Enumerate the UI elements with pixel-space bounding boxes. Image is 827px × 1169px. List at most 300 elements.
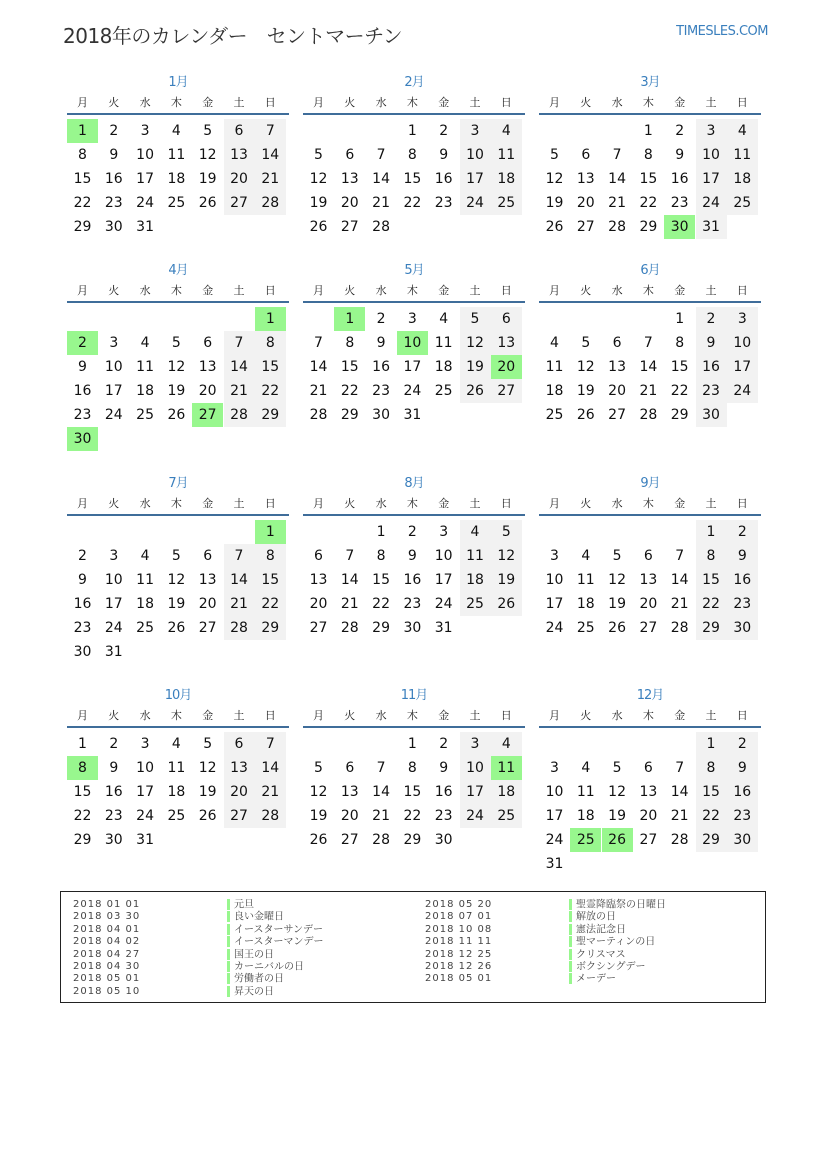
day-cell: 25: [136, 407, 154, 423]
site-logo[interactable]: TIMESLES.COM: [676, 24, 768, 39]
day-cell: 27: [224, 191, 255, 215]
day-cell: 6: [581, 147, 591, 163]
day-cell: 22: [255, 379, 286, 403]
day-cell: 31: [434, 620, 453, 636]
day-cell: 14: [372, 784, 390, 800]
day-cell: 28: [255, 191, 286, 215]
legend-holiday-name: [227, 949, 274, 962]
day-cell: 15: [403, 784, 422, 800]
day-cell: 7: [376, 147, 386, 163]
day-cell: 7: [255, 732, 286, 756]
day-cell: 3: [140, 123, 150, 139]
day-cell: 28: [224, 616, 255, 640]
day-cell: 6: [345, 147, 355, 163]
holiday-marker: [569, 936, 572, 947]
day-cell: 9: [675, 147, 685, 163]
holiday-legend: [60, 891, 766, 1003]
day-cell: 6: [612, 335, 622, 351]
weekday-label: 火: [580, 709, 592, 722]
day-cell: 20: [340, 195, 359, 211]
day-cell: 11: [460, 544, 491, 568]
page-title: 2018年のカレンダー セントマーチン: [63, 24, 403, 48]
day-cell: 15: [696, 780, 727, 804]
weekday-label: 木: [170, 284, 182, 297]
day-cell: 21: [255, 167, 286, 191]
weekday-label: 水: [611, 96, 623, 109]
day-cell: 26: [460, 379, 491, 403]
day-cell: 16: [696, 355, 727, 379]
weekday-header: [303, 494, 525, 516]
day-cell: 29: [372, 620, 390, 636]
day-cell: 9: [109, 147, 119, 163]
day-cell: 17: [727, 355, 758, 379]
legend-date: 2018 07 01: [425, 911, 493, 923]
weekday-label: 日: [500, 709, 512, 722]
weekday-label: 金: [674, 709, 686, 722]
day-cell: 18: [434, 359, 453, 375]
day-cell: 30: [73, 644, 92, 660]
day-cell: 30: [727, 828, 758, 852]
day-cell: 20: [198, 383, 217, 399]
day-cell: 6: [643, 760, 653, 776]
weekday-label: 火: [344, 96, 356, 109]
month-name: 7月: [168, 476, 188, 491]
day-cell: 4: [140, 548, 150, 564]
weekday-label: 日: [264, 497, 276, 510]
day-cell: 17: [136, 784, 154, 800]
legend-holiday-name: [569, 911, 616, 924]
day-cell: 28: [608, 219, 626, 235]
day-cell: 21: [639, 383, 658, 399]
weekday-header: [303, 281, 525, 303]
weekday-label: 木: [642, 497, 654, 510]
weekday-label: 金: [438, 709, 450, 722]
day-cell: 31: [696, 215, 727, 239]
day-cell: 8: [78, 147, 87, 163]
legend-date: 2018 05 01: [73, 973, 141, 985]
day-cell: 18: [167, 784, 186, 800]
weekday-label: 水: [139, 497, 151, 510]
day-cell: 23: [670, 195, 689, 211]
weekday-header: [539, 494, 761, 516]
day-cell: 13: [309, 572, 328, 588]
day-cell: 12: [608, 572, 626, 588]
day-cell: 2: [407, 524, 417, 540]
day-cell: 4: [550, 335, 559, 351]
holiday-marker: [227, 961, 230, 972]
weekday-label: 日: [736, 497, 748, 510]
day-cell: 22: [255, 592, 286, 616]
day-cell: 14: [224, 355, 255, 379]
day-cell: 23: [73, 407, 92, 423]
day-cell: 24: [545, 620, 564, 636]
day-cell: 18: [136, 383, 154, 399]
weekday-label: 火: [108, 96, 120, 109]
day-cell: 21: [670, 596, 689, 612]
holiday-marker: [227, 899, 230, 910]
day-cell: 28: [639, 407, 658, 423]
day-cell: 5: [171, 548, 181, 564]
day-cell: 28: [670, 620, 689, 636]
legend-date: 2018 03 30: [73, 911, 141, 923]
day-cell: 1: [407, 736, 417, 752]
day-cell: 15: [403, 171, 422, 187]
weekday-label: 火: [580, 96, 592, 109]
day-cell: 2: [376, 311, 386, 327]
day-cell: 14: [372, 171, 390, 187]
day-cell: 9: [439, 760, 449, 776]
legend-holiday-label: 国王の日: [234, 949, 274, 961]
day-cell: 29: [696, 616, 727, 640]
month-name: 8月: [404, 476, 424, 491]
day-cell: 1: [696, 732, 727, 756]
day-cell: 23: [434, 808, 453, 824]
day-cell: 1: [675, 311, 685, 327]
day-cell: 8: [696, 756, 727, 780]
weekday-label: 金: [202, 284, 214, 297]
weekday-label: 土: [705, 284, 717, 297]
legend-date: 2018 12 25: [425, 948, 493, 960]
weekday-label: 月: [77, 96, 88, 109]
legend-holiday-name: [569, 961, 646, 974]
day-cell: 14: [224, 568, 255, 592]
weekday-label: 日: [264, 709, 276, 722]
day-cell: 18: [491, 167, 522, 191]
weekday-label: 金: [202, 709, 214, 722]
day-cell: 28: [224, 403, 255, 427]
day-cell: 12: [576, 359, 595, 375]
day-cell: 26: [167, 407, 186, 423]
day-cell: 9: [696, 331, 727, 355]
day-cell: 27: [576, 219, 595, 235]
weekday-label: 金: [674, 284, 686, 297]
day-cell: 27: [639, 620, 658, 636]
weekday-label: 日: [500, 284, 512, 297]
day-cell: 25: [545, 407, 564, 423]
day-cell: 22: [696, 804, 727, 828]
holiday-marker: [569, 961, 572, 972]
day-cell: 14: [670, 572, 689, 588]
day-cell: 22: [403, 808, 422, 824]
day-cell: 26: [608, 620, 626, 636]
day-cell: 7: [255, 119, 286, 143]
day-cell: 10: [434, 548, 453, 564]
day-cell: 11: [727, 143, 758, 167]
legend-date: 2018 01 01: [73, 899, 141, 910]
weekday-label: 木: [642, 709, 654, 722]
holiday-marker: [227, 911, 230, 922]
weekday-label: 火: [344, 497, 356, 510]
legend-date: 2018 05 10: [73, 985, 141, 997]
day-cell: 5: [612, 760, 622, 776]
holiday-marker: [227, 924, 230, 935]
weekday-label: 金: [438, 284, 450, 297]
weekday-label: 土: [469, 96, 481, 109]
day-cell: 7: [612, 147, 622, 163]
weekday-label: 水: [139, 284, 151, 297]
day-cell: 20: [608, 383, 626, 399]
holiday-day-cell: 2: [67, 331, 98, 355]
weekday-label: 土: [705, 497, 717, 510]
day-cell: 25: [167, 195, 186, 211]
weekday-label: 月: [77, 497, 88, 510]
holiday-day-cell: 10: [397, 331, 428, 355]
day-cell: 25: [727, 191, 758, 215]
weekday-label: 土: [469, 497, 481, 510]
day-cell: 31: [403, 407, 422, 423]
day-cell: 12: [167, 359, 186, 375]
day-cell: 6: [203, 548, 213, 564]
weekday-label: 日: [500, 497, 512, 510]
weekday-header: [67, 494, 289, 516]
holiday-day-cell: 30: [67, 427, 98, 451]
day-cell: 3: [439, 524, 449, 540]
day-cell: 10: [460, 756, 491, 780]
weekday-label: 日: [264, 284, 276, 297]
day-cell: 17: [434, 572, 453, 588]
weekday-label: 火: [108, 284, 120, 297]
day-cell: 24: [104, 620, 123, 636]
day-cell: 27: [639, 832, 658, 848]
day-cell: 14: [608, 171, 626, 187]
day-cell: 7: [314, 335, 323, 351]
legend-holiday-label: イースターマンデー: [234, 936, 324, 948]
day-cell: 2: [109, 736, 119, 752]
day-cell: 14: [670, 784, 689, 800]
holiday-day-cell: 26: [602, 828, 633, 852]
day-cell: 22: [73, 195, 92, 211]
day-cell: 4: [581, 548, 591, 564]
day-cell: 21: [670, 808, 689, 824]
day-cell: 13: [340, 784, 359, 800]
day-cell: 26: [576, 407, 595, 423]
day-cell: 24: [403, 383, 422, 399]
day-cell: 20: [576, 195, 595, 211]
day-cell: 26: [167, 620, 186, 636]
day-cell: 1: [643, 123, 653, 139]
weekday-label: 月: [313, 284, 324, 297]
day-cell: 7: [224, 331, 255, 355]
day-cell: 12: [198, 760, 217, 776]
day-cell: 13: [491, 331, 522, 355]
weekday-label: 水: [611, 497, 623, 510]
weekday-header: [67, 281, 289, 303]
day-cell: 17: [104, 383, 123, 399]
day-cell: 2: [696, 307, 727, 331]
month-name: 4月: [168, 263, 188, 278]
day-cell: 19: [309, 195, 328, 211]
day-cell: 21: [372, 808, 390, 824]
day-cell: 9: [727, 544, 758, 568]
day-cell: 27: [198, 620, 217, 636]
month-name: 6月: [640, 263, 660, 278]
day-cell: 28: [255, 804, 286, 828]
holiday-day-cell: 20: [491, 355, 522, 379]
day-cell: 5: [612, 548, 622, 564]
day-cell: 29: [696, 828, 727, 852]
weekday-label: 月: [77, 284, 88, 297]
day-cell: 23: [403, 596, 422, 612]
day-cell: 5: [550, 147, 559, 163]
day-cell: 10: [727, 331, 758, 355]
day-cell: 16: [727, 568, 758, 592]
weekday-label: 月: [313, 96, 324, 109]
day-cell: 19: [608, 808, 626, 824]
day-cell: 11: [491, 143, 522, 167]
weekday-header: [67, 93, 289, 115]
day-cell: 25: [491, 191, 522, 215]
day-cell: 1: [407, 123, 417, 139]
day-cell: 4: [491, 732, 522, 756]
day-cell: 8: [407, 760, 417, 776]
legend-date: 2018 04 30: [73, 961, 141, 972]
weekday-label: 金: [674, 497, 686, 510]
day-cell: 19: [576, 383, 595, 399]
day-cell: 3: [460, 732, 491, 756]
weekday-label: 土: [705, 709, 717, 722]
legend-holiday-label: 解放の日: [576, 911, 616, 923]
day-cell: 3: [696, 119, 727, 143]
weekday-label: 日: [736, 284, 748, 297]
day-cell: 15: [255, 355, 286, 379]
day-cell: 11: [136, 359, 154, 375]
day-cell: 17: [696, 167, 727, 191]
day-cell: 13: [224, 756, 255, 780]
weekday-label: 火: [580, 497, 592, 510]
weekday-label: 月: [313, 497, 324, 510]
month-name: 3月: [640, 75, 660, 90]
day-cell: 16: [104, 171, 123, 187]
legend-holiday-label: 聖マーティンの日: [576, 936, 656, 948]
day-cell: 8: [376, 548, 386, 564]
day-cell: 14: [309, 359, 328, 375]
day-cell: 11: [167, 760, 186, 776]
weekday-label: 木: [642, 284, 654, 297]
day-cell: 27: [224, 804, 255, 828]
month-name: 5月: [404, 263, 424, 278]
day-cell: 14: [255, 756, 286, 780]
weekday-label: 金: [438, 96, 450, 109]
day-cell: 17: [545, 808, 564, 824]
day-cell: 4: [460, 520, 491, 544]
day-cell: 29: [639, 219, 658, 235]
legend-holiday-label: 聖霊降臨祭の日曜日: [576, 899, 666, 911]
day-cell: 6: [491, 307, 522, 331]
day-cell: 4: [171, 123, 181, 139]
day-cell: 5: [203, 736, 213, 752]
weekday-label: 火: [580, 284, 592, 297]
day-cell: 8: [255, 544, 286, 568]
legend-holiday-name: [227, 899, 254, 912]
weekday-label: 土: [233, 284, 245, 297]
day-cell: 16: [670, 171, 689, 187]
day-cell: 27: [340, 832, 359, 848]
legend-holiday-label: カーニバルの日: [234, 961, 304, 973]
day-cell: 18: [460, 568, 491, 592]
day-cell: 28: [372, 832, 390, 848]
legend-holiday-label: 元旦: [234, 899, 254, 911]
day-cell: 5: [460, 307, 491, 331]
weekday-header: [303, 93, 525, 115]
day-cell: 14: [639, 359, 658, 375]
day-cell: 17: [403, 359, 422, 375]
day-cell: 24: [460, 191, 491, 215]
day-cell: 22: [403, 195, 422, 211]
weekday-label: 月: [549, 96, 560, 109]
day-cell: 12: [198, 147, 217, 163]
day-cell: 23: [104, 195, 123, 211]
day-cell: 23: [73, 620, 92, 636]
day-cell: 16: [372, 359, 390, 375]
day-cell: 30: [403, 620, 422, 636]
day-cell: 23: [727, 592, 758, 616]
day-cell: 20: [224, 780, 255, 804]
weekday-label: 木: [406, 96, 418, 109]
day-cell: 20: [198, 596, 217, 612]
month-name: 12月: [636, 688, 664, 703]
month-name: 2月: [404, 75, 424, 90]
weekday-label: 火: [108, 709, 120, 722]
day-cell: 24: [434, 596, 453, 612]
weekday-label: 木: [170, 709, 182, 722]
day-cell: 3: [460, 119, 491, 143]
day-cell: 2: [675, 123, 685, 139]
day-cell: 3: [407, 311, 417, 327]
legend-holiday-label: メーデー: [576, 973, 616, 985]
day-cell: 10: [460, 143, 491, 167]
day-cell: 2: [439, 123, 449, 139]
legend-date: 2018 04 27: [73, 948, 141, 960]
holiday-marker: [227, 986, 230, 997]
weekday-label: 金: [202, 96, 214, 109]
day-cell: 11: [136, 572, 154, 588]
legend-holiday-label: 労働者の日: [234, 973, 284, 985]
day-cell: 3: [727, 307, 758, 331]
day-cell: 19: [491, 568, 522, 592]
weekday-label: 木: [406, 284, 418, 297]
day-cell: 3: [109, 548, 119, 564]
day-cell: 26: [545, 219, 564, 235]
legend-holiday-name: [227, 924, 323, 937]
holiday-day-cell: 1: [334, 307, 365, 331]
day-cell: 31: [104, 644, 123, 660]
day-cell: 15: [639, 171, 658, 187]
day-cell: 2: [727, 732, 758, 756]
weekday-label: 木: [406, 497, 418, 510]
day-cell: 10: [104, 359, 123, 375]
weekday-label: 木: [170, 96, 182, 109]
day-cell: 13: [224, 143, 255, 167]
day-cell: 28: [340, 620, 359, 636]
holiday-day-cell: 1: [255, 520, 286, 544]
weekday-label: 月: [313, 709, 324, 722]
day-cell: 16: [434, 784, 453, 800]
day-cell: 20: [309, 596, 328, 612]
day-cell: 23: [696, 379, 727, 403]
legend-holiday-label: イースターサンデー: [234, 924, 323, 936]
day-cell: 21: [340, 596, 359, 612]
holiday-day-cell: 27: [192, 403, 223, 427]
day-cell: 9: [78, 359, 87, 375]
weekday-label: 金: [202, 497, 214, 510]
day-cell: 25: [434, 383, 453, 399]
month-name: 1月: [168, 75, 188, 90]
day-cell: 23: [104, 808, 123, 824]
day-cell: 18: [167, 171, 186, 187]
day-cell: 16: [403, 572, 422, 588]
day-cell: 25: [167, 808, 186, 824]
day-cell: 25: [136, 620, 154, 636]
